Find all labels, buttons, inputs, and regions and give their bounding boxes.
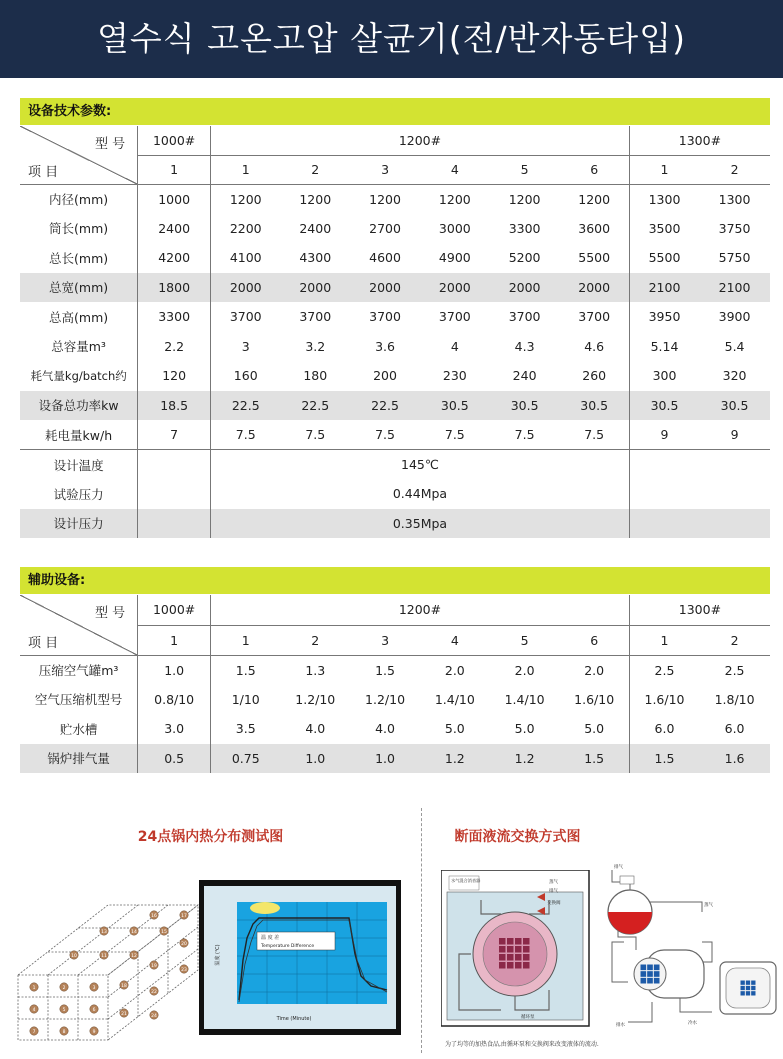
- spec-row-total-length: [20, 243, 770, 273]
- spec-cell: 7: [138, 420, 211, 450]
- spec-empty-cell: [138, 509, 211, 539]
- spec-cell: 30.5: [699, 391, 770, 421]
- aux-group-1000: 1000#: [138, 595, 211, 625]
- spec-cell: 3500: [648, 220, 681, 236]
- grid-cell: [641, 978, 647, 984]
- spec-sub-number: 1: [211, 155, 281, 184]
- aux-cell: 1.0: [280, 744, 350, 774]
- tank-valve-top: [620, 876, 634, 884]
- spec-cell: 18.5: [138, 391, 211, 421]
- aux-cell: 2.0: [514, 662, 535, 678]
- cube-test-points: [30, 911, 188, 1035]
- spec-row-total-power: [20, 391, 770, 421]
- spec-cell: 1200: [560, 184, 630, 214]
- spec-cell: 300: [652, 368, 677, 384]
- aux-sub-number: 1: [211, 625, 281, 655]
- aux-model-label: 型 号: [95, 606, 126, 621]
- spec-cell: 5.4: [724, 338, 745, 354]
- aux-cell: 0.75: [211, 744, 281, 774]
- aux-cell: 0.5: [138, 744, 211, 774]
- spec-cell: 4900: [438, 250, 471, 266]
- spec-row-total-capacity: [20, 332, 770, 362]
- aux-cell: 1.4/10: [504, 691, 545, 707]
- grid-cell: [746, 981, 750, 985]
- spec-cell: 22.5: [280, 391, 350, 421]
- spec-cell: 4: [450, 338, 459, 354]
- spec-cell: 30.5: [629, 391, 699, 421]
- test-point-label: 7: [32, 1029, 36, 1035]
- spec-row-label: 耗气量kg/batch约: [20, 361, 138, 391]
- test-point-label: 20: [181, 941, 187, 947]
- test-point-label: 3: [92, 985, 96, 991]
- flow-diagram-title: 断面液流交换方式图: [454, 829, 581, 845]
- grid-cell: [654, 971, 660, 977]
- chart-x-label: Time (Minute): [276, 1016, 312, 1022]
- heat-test-title: 24点锅内热分布测试图: [137, 829, 284, 845]
- spec-cell: 120: [138, 361, 211, 391]
- aux-cell: 1.6: [699, 744, 770, 774]
- aux-cell: 2.5: [724, 662, 745, 678]
- aux-cell: 2.0: [560, 655, 630, 685]
- spec-row-power-consumption: [20, 420, 770, 450]
- aux-row-boiler: [20, 744, 770, 774]
- aux-sub-number: 4: [420, 625, 490, 655]
- aux-cell: 1.3: [305, 662, 326, 678]
- spec-section-heading: [20, 98, 770, 125]
- test-point-label: 15: [161, 929, 167, 935]
- chart-legend-2: Temperature Difference: [261, 944, 315, 949]
- spec-cell: 4.3: [514, 338, 535, 354]
- test-point-label: 12: [131, 953, 137, 959]
- spec-cell: 2700: [369, 220, 401, 236]
- aux-cell: 2.5: [654, 662, 675, 678]
- spec-cell: 2400: [299, 220, 332, 236]
- spec-cell: 1300: [718, 191, 751, 207]
- spec-row-test-pressure: [20, 479, 770, 509]
- test-point-label: 16: [151, 913, 157, 919]
- aux-cell: 1.5: [375, 662, 395, 678]
- label-vent: 排气: [549, 889, 558, 894]
- test-point-label: 1: [32, 985, 36, 991]
- grid-cell: [751, 981, 755, 985]
- aux-section-heading: [20, 567, 770, 594]
- aux-sub-number: 3: [350, 625, 420, 655]
- test-point-label: 2: [62, 985, 66, 991]
- spec-cell: 7.5: [420, 420, 490, 450]
- aux-cell: 1.2: [420, 744, 490, 774]
- aux-cell: 5.0: [444, 721, 465, 737]
- spec-cell: 9: [629, 420, 699, 450]
- spec-cell: 3700: [229, 309, 262, 325]
- spec-cell: 1000: [138, 184, 211, 214]
- basket-cell: [523, 954, 530, 961]
- aux-sub-number: 1: [138, 625, 211, 655]
- spec-model-label: 型 号: [95, 137, 126, 152]
- spec-cell: 5200: [508, 250, 541, 266]
- spec-cell: 1800: [138, 273, 211, 303]
- basket-cell: [515, 962, 522, 969]
- cube-grid-lines: [18, 905, 198, 1040]
- spec-cell: 3700: [299, 309, 332, 325]
- spec-group-1300: 1300#: [629, 126, 770, 155]
- spec-cell: 2100: [699, 273, 770, 303]
- label-exchange-valve: 交换阀: [547, 901, 561, 906]
- spec-cell: 3000: [438, 220, 471, 236]
- spec-cell: 2000: [420, 273, 490, 303]
- spec-cell: 1200: [299, 191, 332, 207]
- spec-cell: 2.2: [138, 332, 211, 362]
- vessel-right-grid: [741, 981, 756, 996]
- spec-cell: 3700: [560, 302, 630, 332]
- spec-row-design-temp: [20, 450, 770, 480]
- spec-cell: 3.6: [375, 338, 395, 354]
- basket-cell: [499, 962, 506, 969]
- spec-cell: 260: [560, 361, 630, 391]
- aux-group-1200: 1200#: [211, 595, 630, 625]
- spec-empty-cell: [138, 450, 211, 480]
- section-divider: [421, 808, 422, 1053]
- test-point-cube-diagram: [14, 895, 199, 1045]
- aux-sub-number: 1: [629, 625, 699, 655]
- grid-cell: [647, 965, 653, 971]
- spec-sub-number: 2: [280, 155, 350, 184]
- spec-cell: 3300: [138, 302, 211, 332]
- spec-row-label: 试验压力: [53, 486, 104, 502]
- aux-cell: 0.8/10: [138, 685, 211, 715]
- aux-cell: 1.5: [560, 744, 630, 774]
- vessel-left-grid: [641, 965, 660, 984]
- spec-cell: 3700: [369, 309, 401, 325]
- aux-cell: 2.0: [444, 662, 465, 678]
- spec-sub-number: 1: [629, 155, 699, 184]
- aux-heading-text: 辅助设备:: [28, 573, 86, 588]
- test-point-label: 18: [121, 983, 127, 989]
- spec-cell: 7.5: [211, 420, 281, 450]
- test-point-label: 10: [71, 953, 77, 959]
- spec-row-label: 设计压力: [20, 509, 138, 539]
- flow-schematic: [441, 870, 591, 1028]
- label-tank-steam: 蒸气: [704, 903, 713, 908]
- spec-cell: 3.2: [305, 338, 326, 354]
- aux-cell: 1.8/10: [714, 691, 755, 707]
- title-bar: [0, 0, 783, 78]
- chart-highlight-blob: [250, 902, 280, 914]
- spec-cell: 3300: [508, 220, 541, 236]
- spec-row-steam-consumption: [20, 361, 770, 391]
- aux-group-1300: 1300#: [629, 595, 770, 625]
- spec-cell: 5750: [718, 250, 751, 266]
- aux-sub-number: 2: [699, 625, 770, 655]
- aux-cell: 1.0: [350, 744, 420, 774]
- spec-row-label: 设计温度: [53, 457, 104, 473]
- spec-empty-cell: [138, 479, 211, 509]
- basket-cell: [507, 946, 514, 953]
- spec-cell: 3750: [718, 220, 751, 236]
- spec-cell: 3950: [648, 309, 681, 325]
- grid-cell: [741, 986, 745, 990]
- basket-cell: [523, 938, 530, 945]
- aux-cell: 1.6/10: [560, 685, 630, 715]
- spec-merged-value: 145℃: [211, 450, 630, 480]
- temperature-chart-monitor: [199, 880, 401, 1035]
- aux-cell: 1.2/10: [365, 691, 406, 707]
- test-point-label: 17: [181, 913, 187, 919]
- aux-row-air-tank: [20, 655, 770, 685]
- spec-sub-number: 5: [490, 155, 560, 184]
- aux-row-water-tank: [20, 714, 770, 744]
- spec-cell: 180: [303, 368, 328, 384]
- grid-cell: [746, 991, 750, 995]
- label-circ-pump: 循环泵: [521, 1015, 535, 1020]
- basket-cell: [515, 938, 522, 945]
- spec-cell: 4600: [369, 250, 401, 266]
- spec-cell: 240: [512, 368, 537, 384]
- spec-row-inner-diameter: [20, 184, 770, 214]
- spec-cell: 3900: [718, 309, 751, 325]
- test-point-label: 13: [101, 929, 107, 935]
- test-point-label: 9: [92, 1029, 96, 1035]
- spec-row-design-pressure: [20, 509, 770, 539]
- spec-group-1200: 1200#: [211, 126, 630, 155]
- test-point-label: 23: [181, 967, 187, 973]
- spec-row-label: 总长(mm): [20, 243, 138, 273]
- spec-cell: 4200: [138, 243, 211, 273]
- spec-cell: 200: [373, 368, 397, 384]
- aux-cell: 1/10: [231, 691, 260, 707]
- label-cooling-water: 冷水: [688, 1021, 697, 1026]
- grid-cell: [647, 978, 653, 984]
- spec-cell: 4.6: [560, 332, 630, 362]
- aux-table: [20, 595, 770, 773]
- spec-cell: 2000: [280, 273, 350, 303]
- grid-cell: [647, 971, 653, 977]
- spec-cell: 1200: [369, 191, 401, 207]
- spec-merged-value: 0.35Mpa: [211, 509, 630, 539]
- test-point-label: 5: [62, 1007, 66, 1013]
- spec-cell: 2000: [350, 273, 420, 303]
- test-point-label: 6: [92, 1007, 96, 1013]
- flow-caption: 为了均等的加热食品,由循环泵和交换阀来改变液体的流动.: [445, 1041, 599, 1048]
- spec-sub-number: 3: [350, 155, 420, 184]
- water-tank-fill: [608, 912, 652, 934]
- aux-sub-number: 6: [560, 625, 630, 655]
- spec-cell: 4300: [299, 250, 332, 266]
- test-point-label: 19: [151, 963, 157, 969]
- spec-cell: 230: [442, 368, 467, 384]
- spec-header-row: [20, 126, 770, 155]
- spec-cell: 1300: [648, 191, 681, 207]
- spec-cell: 1200: [508, 191, 541, 207]
- aux-cell: 1.4/10: [434, 691, 475, 707]
- basket-cell: [515, 946, 522, 953]
- spec-sub-number: 2: [699, 155, 770, 184]
- basket-cell: [507, 954, 514, 961]
- grid-cell: [654, 978, 660, 984]
- spec-cell: 7.5: [560, 420, 630, 450]
- spec-cell: 30.5: [560, 391, 630, 421]
- aux-sub-number: 5: [490, 625, 560, 655]
- spec-row-label: 设备总功率kw: [20, 391, 138, 421]
- grid-cell: [751, 986, 755, 990]
- spec-row-total-width: [20, 273, 770, 303]
- aux-cell: 1.2: [490, 744, 560, 774]
- tank-diagram: [592, 862, 780, 1032]
- spec-cell: 2100: [629, 273, 699, 303]
- spec-merged-value: 0.44Mpa: [211, 479, 630, 509]
- spec-row-label: 耗电量kw/h: [20, 420, 138, 450]
- spec-empty-cell: [629, 450, 770, 480]
- spec-cell: 7.5: [490, 420, 560, 450]
- spec-cell: 4100: [229, 250, 262, 266]
- spec-table: [20, 126, 770, 538]
- spec-cell: 3600: [560, 214, 630, 244]
- basket-cell: [507, 938, 514, 945]
- grid-cell: [746, 986, 750, 990]
- aux-cell: 6.0: [724, 721, 745, 737]
- basket-cell: [523, 962, 530, 969]
- spec-cell: 1200: [438, 191, 471, 207]
- spec-cell: 320: [722, 368, 747, 384]
- aux-cell: 4.0: [375, 721, 395, 737]
- spec-cell: 7.5: [350, 420, 420, 450]
- aux-header-row: [20, 595, 770, 625]
- aux-cell: 6.0: [654, 721, 675, 737]
- basket-cell: [499, 954, 506, 961]
- spec-cell: 5500: [648, 250, 681, 266]
- basket-cell: [499, 946, 506, 953]
- spec-item-label: 项 目: [28, 164, 59, 180]
- grid-cell: [654, 965, 660, 971]
- spec-empty-cell: [629, 509, 770, 539]
- spec-cell: 5500: [560, 243, 630, 273]
- test-point-label: 11: [101, 953, 107, 959]
- aux-item-label: 项 目: [28, 635, 59, 651]
- spec-row-label: 总容量m³: [20, 332, 138, 362]
- spec-cell: 22.5: [350, 391, 420, 421]
- spec-cell: 2400: [138, 214, 211, 244]
- page-title: 열수식 고온고압 살균기(전/반자동타입): [97, 19, 686, 58]
- spec-cell: 3: [241, 338, 250, 354]
- spec-cell: 2200: [229, 220, 262, 236]
- aux-diagonal-header: [20, 595, 138, 655]
- chart-plot-area: [237, 902, 387, 1004]
- basket-cell: [515, 954, 522, 961]
- grid-cell: [741, 991, 745, 995]
- grid-cell: [751, 991, 755, 995]
- aux-cell: 1.5: [235, 662, 256, 678]
- spec-cell: 3700: [508, 309, 541, 325]
- aux-cell: 3.5: [235, 721, 256, 737]
- aux-cell: 3.0: [138, 714, 211, 744]
- aux-cell: 5.0: [560, 714, 630, 744]
- spec-cell: 7.5: [280, 420, 350, 450]
- spec-row-label: 总宽(mm): [20, 273, 138, 303]
- spec-row-label: 内径(mm): [20, 184, 138, 214]
- spec-cell: 30.5: [490, 391, 560, 421]
- aux-cell: 4.0: [305, 721, 326, 737]
- chart-legend-1: 温 度 差: [261, 935, 280, 941]
- basket-cell: [507, 962, 514, 969]
- spec-cell: 9: [699, 420, 770, 450]
- spec-heading-text: 设备技术参数:: [28, 104, 112, 119]
- spec-cell: 2000: [211, 273, 281, 303]
- aux-row-label: 压缩空气罐m³: [20, 655, 138, 685]
- test-point-label: 8: [62, 1029, 66, 1035]
- grid-cell: [741, 981, 745, 985]
- spec-row-label: 总高(mm): [20, 302, 138, 332]
- spec-sub-number: 1: [138, 155, 211, 184]
- spec-diagonal-header: [20, 126, 138, 184]
- aux-row-label: 贮水槽: [20, 714, 138, 744]
- label-drain: 排水: [616, 1023, 625, 1028]
- grid-cell: [641, 965, 647, 971]
- basket-cell: [499, 938, 506, 945]
- spec-cell: 1200: [229, 191, 262, 207]
- aux-row-label: 锅炉排气量: [20, 744, 138, 774]
- aux-sub-number: 2: [280, 625, 350, 655]
- grid-cell: [641, 971, 647, 977]
- spec-row-total-height: [20, 302, 770, 332]
- spec-sub-number: 6: [560, 155, 630, 184]
- spec-cell: 160: [233, 368, 258, 384]
- basket-cell: [523, 946, 530, 953]
- aux-cell: 5.0: [514, 721, 535, 737]
- label-steam-mixer: 水气混合消音器: [451, 878, 481, 883]
- aux-cell: 1.5: [629, 744, 699, 774]
- spec-cell: 30.5: [420, 391, 490, 421]
- spec-row-label: 筒长(mm): [20, 214, 138, 244]
- aux-row-compressor: [20, 685, 770, 715]
- label-tank-vent: 排气: [614, 865, 623, 870]
- aux-cell: 1.0: [138, 655, 211, 685]
- test-point-label: 22: [151, 989, 157, 995]
- test-point-label: 24: [151, 1013, 157, 1019]
- spec-cell: 2000: [490, 273, 560, 303]
- aux-row-label: 空气压缩机型号: [20, 685, 138, 715]
- spec-cell: 2000: [560, 273, 630, 303]
- test-point-label: 4: [32, 1007, 36, 1013]
- spec-sub-number: 4: [420, 155, 490, 184]
- spec-row-barrel-length: [20, 214, 770, 244]
- spec-empty-cell: [629, 479, 770, 509]
- aux-cell: 1.2/10: [295, 691, 336, 707]
- test-point-label: 14: [131, 929, 137, 935]
- aux-cell: 1.6/10: [644, 691, 685, 707]
- label-steam: 蒸气: [549, 880, 558, 885]
- spec-cell: 3700: [438, 309, 471, 325]
- test-point-label: 21: [121, 1011, 127, 1017]
- spec-group-1000: 1000#: [138, 126, 211, 155]
- spec-cell: 5.14: [650, 338, 679, 354]
- spec-cell: 22.5: [211, 391, 281, 421]
- chart-y-label: 温度 (℃): [215, 944, 221, 966]
